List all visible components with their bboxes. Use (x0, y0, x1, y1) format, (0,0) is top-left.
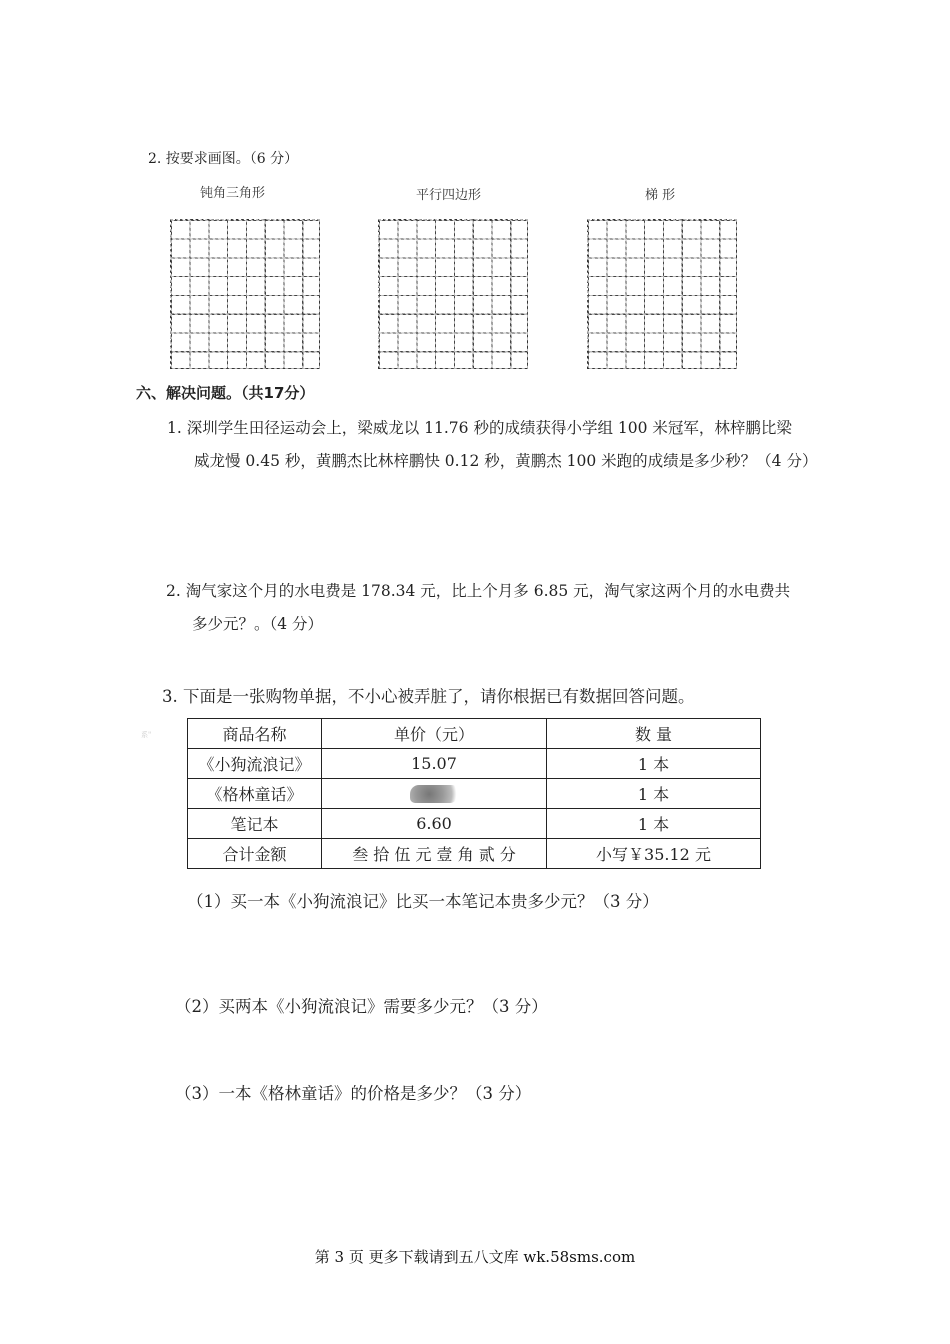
ink-smudge (410, 785, 458, 803)
sub-question-3: （3）一本《格林童话》的价格是多少？（3 分） (175, 1084, 532, 1103)
cell-qty: 1 本 (547, 749, 761, 779)
page-footer: 第 3 页 更多下载请到五八文库 wk.58sms.com (314, 1248, 636, 1266)
drawing-grid-3 (587, 219, 737, 369)
table-header-row (188, 719, 761, 749)
sub-question-1: （1）买一本《小狗流浪记》比买一本笔记本贵多少元？（3 分） (187, 892, 659, 911)
cell-name: 笔记本 (188, 809, 322, 839)
question-2-line-2: 多少元？。（4 分） (192, 615, 324, 633)
sub-question-2: （2）买两本《小狗流浪记》需要多少元？（3 分） (175, 997, 548, 1016)
cell-name: 《小狗流浪记》 (188, 749, 322, 779)
faint-mark: 系" (141, 731, 152, 739)
total-in-figures: 小写￥35.12 元 (547, 839, 761, 869)
question-1-line-1: 1. 深圳学生田径运动会上，梁威龙以 11.76 秒的成绩获得小学组 100 米冠军，林梓鹏比梁 (167, 419, 792, 437)
receipt-table (187, 718, 761, 869)
cell-qty: 1 本 (547, 779, 761, 809)
header-unit-price: 单价（元） (322, 719, 547, 749)
table-row (188, 749, 761, 779)
draw-question-title: 2. 按要求画图。（6 分） (148, 151, 299, 167)
drawing-grid-1 (170, 219, 320, 369)
grid-label-trapezoid: 梯 形 (645, 188, 676, 203)
question-2-line-1: 2. 淘气家这个月的水电费是 178.34 元，比上个月多 6.85 元，淘气家这两个月的水电费共 (166, 582, 791, 600)
section-six-title: 六、解决问题。（共17分） (136, 384, 315, 402)
table-row (188, 809, 761, 839)
table-total-row (188, 839, 761, 869)
header-quantity: 数 量 (547, 719, 761, 749)
question-1-line-2: 威龙慢 0.45 秒，黄鹏杰比林梓鹏快 0.12 秒，黄鹏杰 100 米跑的成绩是多少秒？（4 分） (194, 452, 818, 470)
question-2 (166, 575, 790, 641)
total-in-words: 叁 拾 伍 元 壹 角 贰 分 (322, 839, 547, 869)
grid-label-parallelogram: 平行四边形 (416, 188, 482, 203)
drawing-grid-2 (378, 219, 528, 369)
grid-label-obtuse-triangle: 钝角三角形 (200, 186, 266, 201)
cell-price: 15.07 (322, 749, 547, 779)
table-row (188, 779, 761, 809)
cell-price-smudged (322, 779, 547, 809)
cell-name: 《格林童话》 (188, 779, 322, 809)
question-3-intro: 3. 下面是一张购物单据，不小心被弄脏了，请你根据已有数据回答问题。 (162, 687, 695, 706)
question-1 (167, 412, 817, 478)
cell-price: 6.60 (322, 809, 547, 839)
cell-qty: 1 本 (547, 809, 761, 839)
header-item-name: 商品名称 (188, 719, 322, 749)
total-label: 合计金额 (188, 839, 322, 869)
